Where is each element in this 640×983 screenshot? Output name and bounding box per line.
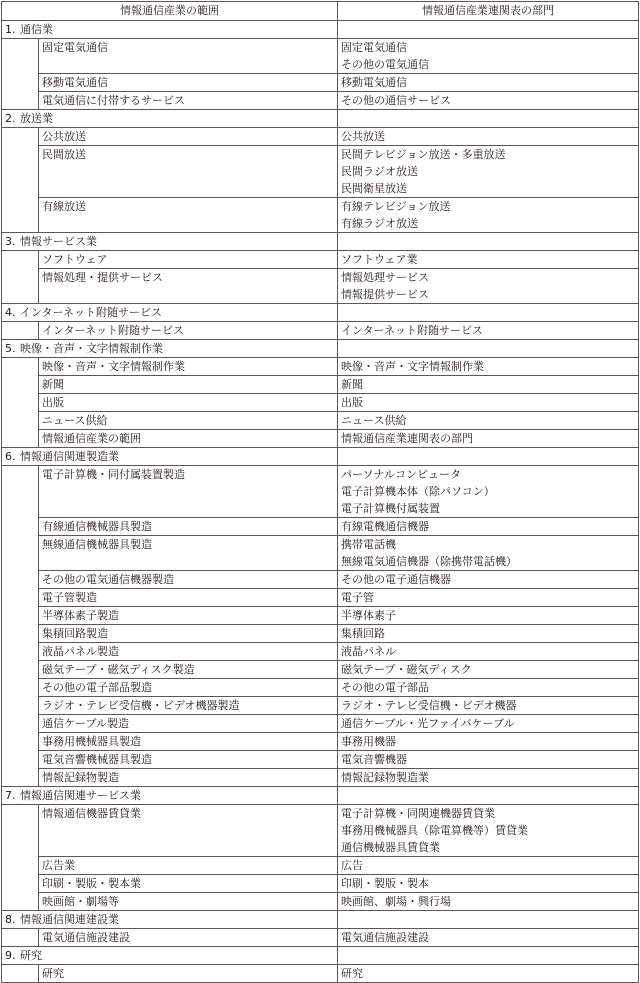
indent-cell — [2, 128, 39, 233]
scope-text: 情報通信機器賃貸業 — [42, 807, 141, 820]
table-row — [2, 536, 639, 571]
scope-text: ニュース供給 — [42, 414, 108, 427]
table-row — [2, 322, 639, 340]
sector-text: 映画館、劇場・興行場 — [341, 895, 451, 908]
indent-cell — [2, 466, 39, 787]
scope-text: ソフトウェア — [42, 253, 108, 266]
sector-text: パーソナルコンピュータ — [341, 468, 462, 481]
sector-text: 携帯電話機 — [341, 538, 396, 551]
indent-cell — [2, 965, 39, 983]
table-row — [2, 412, 639, 430]
scope-cell — [39, 625, 338, 643]
section-title — [2, 911, 338, 929]
scope-cell — [39, 715, 338, 733]
scope-text: インターネット附随サービス — [42, 324, 185, 337]
scope-text: 半導体素子製造 — [42, 609, 119, 622]
sector-cell — [338, 875, 639, 893]
section-title-text: 情報サービス業 — [20, 235, 97, 248]
indent-cell — [2, 929, 39, 947]
sector-cell — [338, 857, 639, 875]
scope-cell — [39, 893, 338, 911]
table-row — [2, 875, 639, 893]
sector-cell — [338, 322, 639, 340]
sector-cell — [338, 679, 639, 697]
scope-text: 情報記録物製造 — [42, 771, 119, 784]
scope-cell — [39, 697, 338, 715]
sector-text: その他の通信サービス — [341, 94, 451, 107]
section-number: 8. — [5, 913, 16, 926]
sector-text: ソフトウェア業 — [341, 253, 418, 266]
scope-cell — [39, 92, 338, 110]
section-row — [2, 304, 639, 322]
scope-text: 映画館・劇場等 — [42, 895, 119, 908]
section-sector-cell — [338, 21, 639, 39]
scope-text: 無線通信機械器具製造 — [42, 538, 152, 551]
section-number: 1. — [5, 23, 16, 36]
table-row — [2, 92, 639, 110]
section-title-text: 情報通信関連建設業 — [20, 913, 119, 926]
sector-cell — [338, 358, 639, 376]
sector-text: その他の電子部品 — [341, 681, 429, 694]
scope-cell — [39, 965, 338, 983]
section-number: 9. — [5, 949, 16, 962]
section-title — [2, 304, 338, 322]
sector-text: 半導体素子 — [341, 609, 396, 622]
section-sector-cell — [338, 448, 639, 466]
sector-cell — [338, 536, 639, 571]
section-title-text: 情報通信関連製造業 — [20, 450, 119, 463]
scope-cell — [39, 146, 338, 198]
table-row — [2, 146, 639, 198]
sector-cell — [338, 643, 639, 661]
table-row — [2, 376, 639, 394]
table-row — [2, 733, 639, 751]
sector-cell — [338, 518, 639, 536]
header-scope: 情報通信産業の範囲 — [2, 2, 338, 21]
scope-text: 印刷・製版・製本業 — [42, 877, 141, 890]
scope-cell — [39, 643, 338, 661]
sector-text: 固定電気通信 — [341, 41, 407, 54]
sector-cell — [338, 430, 639, 448]
sector-text: 電子計算機付属装置 — [341, 502, 440, 515]
scope-cell — [39, 198, 338, 233]
scope-cell — [39, 805, 338, 857]
section-title-text: インターネット附随サービス — [20, 306, 163, 319]
scope-cell — [39, 128, 338, 146]
sector-text: 研究 — [341, 967, 363, 980]
sector-cell — [338, 715, 639, 733]
scope-text: 情報処理・提供サービス — [42, 271, 163, 284]
scope-text: その他の電気通信機器製造 — [42, 573, 174, 586]
section-title — [2, 947, 338, 965]
scope-cell — [39, 875, 338, 893]
sector-text: 民間衛星放送 — [341, 182, 407, 195]
section-title — [2, 448, 338, 466]
section-row — [2, 448, 639, 466]
table-row — [2, 965, 639, 983]
section-number: 3. — [5, 235, 16, 248]
sector-cell — [338, 965, 639, 983]
sector-cell — [338, 394, 639, 412]
header-sector: 情報通信産業連関表の部門 — [338, 2, 639, 21]
scope-text: ラジオ・テレビ受信機・ビデオ機器製造 — [42, 699, 240, 712]
scope-cell — [39, 571, 338, 589]
sector-text: 映像・音声・文字情報制作業 — [341, 360, 484, 373]
scope-text: 映像・音声・文字情報制作業 — [42, 360, 185, 373]
sector-text: 電気通信施設建設 — [341, 931, 429, 944]
scope-text: 電気通信に付帯するサービス — [42, 94, 185, 107]
sector-cell — [338, 805, 639, 857]
sector-text: 情報記録物製造業 — [341, 771, 429, 784]
section-row — [2, 787, 639, 805]
sector-cell — [338, 697, 639, 715]
table-row — [2, 805, 639, 857]
sector-text: 有線ラジオ放送 — [341, 217, 418, 230]
section-title-text: 通信業 — [20, 23, 53, 36]
sector-text: 情報処理サービス — [341, 271, 429, 284]
scope-cell — [39, 466, 338, 518]
section-sector-cell — [338, 110, 639, 128]
scope-cell — [39, 733, 338, 751]
table-row — [2, 358, 639, 376]
scope-cell — [39, 269, 338, 304]
scope-text: 集積回路製造 — [42, 627, 108, 640]
section-title-text: 放送業 — [20, 112, 53, 125]
section-row — [2, 947, 639, 965]
sector-cell — [338, 625, 639, 643]
sector-cell — [338, 661, 639, 679]
table-row — [2, 893, 639, 911]
sector-text: 磁気テープ・磁気ディスク — [341, 663, 472, 676]
sector-text: 新聞 — [341, 378, 363, 391]
section-title-text: 映像・音声・文字情報制作業 — [20, 342, 163, 355]
section-number: 6. — [5, 450, 16, 463]
section-row — [2, 233, 639, 251]
scope-text: その他の電子部品製造 — [42, 681, 152, 694]
table-body — [2, 21, 639, 983]
table-row — [2, 269, 639, 304]
section-sector-cell — [338, 340, 639, 358]
scope-cell — [39, 376, 338, 394]
sector-cell — [338, 751, 639, 769]
section-sector-cell — [338, 947, 639, 965]
scope-text: 有線放送 — [42, 200, 86, 213]
scope-cell — [39, 394, 338, 412]
sector-text: 移動電気通信 — [341, 76, 407, 89]
sector-text: ニュース供給 — [341, 414, 407, 427]
header-row — [2, 2, 639, 21]
sector-text: 無線電気通信機器（除携帯電話機） — [341, 555, 517, 568]
table-row — [2, 625, 639, 643]
scope-cell — [39, 518, 338, 536]
sector-cell — [338, 198, 639, 233]
sector-text: 民間ラジオ放送 — [341, 165, 418, 178]
sector-text: 民間テレビジョン放送・多重放送 — [341, 148, 506, 161]
sector-text: 通信機械器具賃貸業 — [341, 841, 440, 854]
scope-cell — [39, 857, 338, 875]
section-row — [2, 21, 639, 39]
sector-text: その他の電子通信機器 — [341, 573, 451, 586]
scope-text: 電子管製造 — [42, 591, 97, 604]
table-row — [2, 74, 639, 92]
scope-cell — [39, 589, 338, 607]
scope-text: 通信ケーブル製造 — [42, 717, 130, 730]
sector-text: 情報提供サービス — [341, 288, 429, 301]
sector-cell — [338, 929, 639, 947]
section-number: 5. — [5, 342, 16, 355]
sector-cell — [338, 269, 639, 304]
table-row — [2, 857, 639, 875]
table-row — [2, 643, 639, 661]
scope-cell — [39, 358, 338, 376]
table-row — [2, 571, 639, 589]
section-number: 7. — [5, 789, 16, 802]
sector-cell — [338, 376, 639, 394]
sector-cell — [338, 146, 639, 198]
section-title — [2, 787, 338, 805]
sector-cell — [338, 607, 639, 625]
industry-mapping-table — [1, 1, 639, 983]
table-row — [2, 394, 639, 412]
scope-text: 公共放送 — [42, 130, 86, 143]
scope-text: 磁気テープ・磁気ディスク製造 — [42, 663, 195, 676]
indent-cell — [2, 322, 39, 340]
indent-cell — [2, 805, 39, 911]
table-row — [2, 769, 639, 787]
table-row — [2, 697, 639, 715]
scope-text: 固定電気通信 — [42, 41, 108, 54]
scope-cell — [39, 412, 338, 430]
section-row — [2, 340, 639, 358]
scope-cell — [39, 39, 338, 74]
scope-text: 移動電気通信 — [42, 76, 108, 89]
indent-cell — [2, 39, 39, 110]
table-row — [2, 251, 639, 269]
table-row — [2, 198, 639, 233]
sector-text: 情報通信産業連関表の部門 — [341, 432, 473, 445]
table-row — [2, 430, 639, 448]
sector-text: 広告 — [341, 859, 363, 872]
scope-cell — [39, 607, 338, 625]
sector-text: 事務用機械器具（除電算機等）賃貸業 — [341, 824, 528, 837]
sector-cell — [338, 39, 639, 74]
sector-text: 通信ケーブル・光ファイバケーブル — [341, 717, 515, 730]
scope-cell — [39, 322, 338, 340]
table-row — [2, 607, 639, 625]
table-row — [2, 715, 639, 733]
sector-cell — [338, 412, 639, 430]
sector-cell — [338, 74, 639, 92]
section-title-text: 情報通信関連サービス業 — [20, 789, 141, 802]
section-sector-cell — [338, 787, 639, 805]
scope-text: 新聞 — [42, 378, 64, 391]
sector-text: 有線テレビジョン放送 — [341, 200, 451, 213]
sector-text: 電子管 — [341, 591, 374, 604]
sector-text: 印刷・製版・製本 — [341, 877, 429, 890]
sector-text: 電子計算機本体（除パソコン） — [341, 485, 495, 498]
scope-cell — [39, 536, 338, 571]
sector-cell — [338, 589, 639, 607]
section-title — [2, 233, 338, 251]
sector-cell — [338, 571, 639, 589]
scope-text: 有線通信機械器具製造 — [42, 520, 152, 533]
section-sector-cell — [338, 233, 639, 251]
sector-text: 液晶パネル — [341, 645, 396, 658]
scope-text: 液晶パネル製造 — [42, 645, 119, 658]
section-number: 4. — [5, 306, 16, 319]
sector-text: 出版 — [341, 396, 363, 409]
scope-text: 電子計算機・同付属装置製造 — [42, 468, 185, 481]
table-row — [2, 751, 639, 769]
table-row — [2, 518, 639, 536]
indent-cell — [2, 358, 39, 448]
scope-cell — [39, 74, 338, 92]
table-row — [2, 661, 639, 679]
scope-text: 民間放送 — [42, 148, 86, 161]
scope-cell — [39, 251, 338, 269]
section-title — [2, 110, 338, 128]
scope-cell — [39, 769, 338, 787]
table-row — [2, 679, 639, 697]
sector-cell — [338, 466, 639, 518]
sector-text: インターネット附随サービス — [341, 324, 484, 337]
section-sector-cell — [338, 911, 639, 929]
sector-cell — [338, 769, 639, 787]
sector-text: ラジオ・テレビ受信機・ビデオ機器 — [341, 699, 517, 712]
sector-text: 電子計算機・同関連機器賃貸業 — [341, 807, 495, 820]
scope-cell — [39, 929, 338, 947]
sector-cell — [338, 92, 639, 110]
section-row — [2, 911, 639, 929]
indent-cell — [2, 251, 39, 304]
scope-cell — [39, 679, 338, 697]
table-row — [2, 128, 639, 146]
sector-text: 集積回路 — [341, 627, 385, 640]
scope-cell — [39, 751, 338, 769]
section-title — [2, 21, 338, 39]
scope-text: 情報通信産業の範囲 — [42, 432, 141, 445]
scope-text: 広告業 — [42, 859, 75, 872]
table-row — [2, 466, 639, 518]
section-title-text: 研究 — [20, 949, 42, 962]
sector-text: 有線電機通信機器 — [341, 520, 429, 533]
table-row — [2, 39, 639, 74]
scope-text: 出版 — [42, 396, 64, 409]
sector-text: 公共放送 — [341, 130, 385, 143]
sector-cell — [338, 128, 639, 146]
scope-text: 電気音響機械器具製造 — [42, 753, 152, 766]
scope-text: 事務用機械器具製造 — [42, 735, 141, 748]
sector-cell — [338, 893, 639, 911]
table-row — [2, 929, 639, 947]
scope-cell — [39, 661, 338, 679]
section-title — [2, 340, 338, 358]
section-row — [2, 110, 639, 128]
sector-text: 事務用機器 — [341, 735, 396, 748]
scope-text: 研究 — [42, 967, 64, 980]
section-sector-cell — [338, 304, 639, 322]
scope-text: 電気通信施設建設 — [42, 931, 130, 944]
scope-cell — [39, 430, 338, 448]
sector-cell — [338, 251, 639, 269]
section-number: 2. — [5, 112, 16, 125]
table-row — [2, 589, 639, 607]
sector-text: その他の電気通信 — [341, 58, 429, 71]
sector-text: 電気音響機器 — [341, 753, 407, 766]
sector-cell — [338, 733, 639, 751]
